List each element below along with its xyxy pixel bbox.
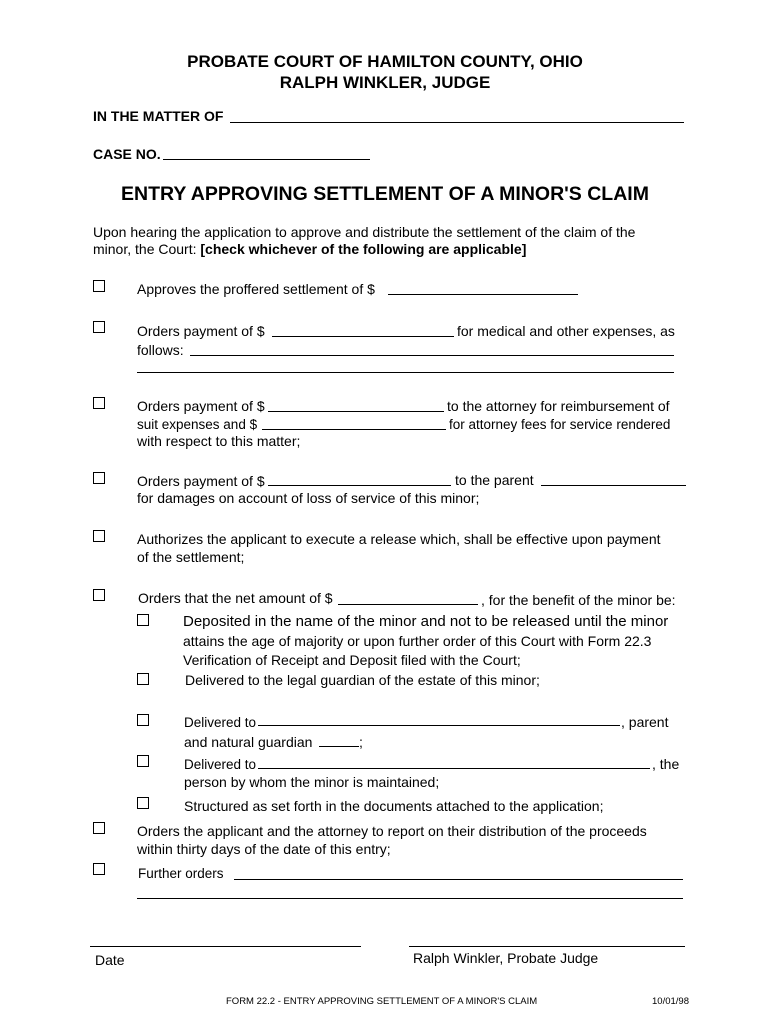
legal-guardian-checkbox[interactable] xyxy=(137,673,149,685)
judge-signature-label: Ralph Winkler, Probate Judge xyxy=(413,950,599,966)
further-orders-text: Further orders xyxy=(138,866,224,881)
net-amount-text: Orders that the net amount of $ xyxy=(138,590,333,606)
form-footer: FORM 22.2 - ENTRY APPROVING SETTLEMENT OF A MINOR'S CLAIM xyxy=(226,996,538,1007)
deposited-text-2: attains the age of majority or upon further order of this Court with Form 22.3 xyxy=(183,633,652,649)
attorney-payment-checkbox[interactable] xyxy=(93,397,105,409)
report-text-2: within thirty days of the date of this entry; xyxy=(137,841,391,857)
natural-guardian-semicolon: ; xyxy=(359,734,363,750)
settlement-amount-field[interactable] xyxy=(388,294,578,295)
maintained-text: person by whom the minor is maintained; xyxy=(184,774,440,790)
delivered-to-text-2: Delivered to xyxy=(184,757,257,772)
attorney-expense-amount-field[interactable] xyxy=(268,411,444,412)
natural-guardian-text: and natural guardian xyxy=(184,734,313,750)
date-signature-line[interactable] xyxy=(90,946,361,947)
attorney-payment-text: Orders payment of $ xyxy=(137,398,265,414)
suit-expenses-text: suit expenses and $ xyxy=(137,417,258,432)
approve-settlement-text: Approves the proffered settlement of $ xyxy=(137,281,375,297)
matter-field[interactable] xyxy=(230,122,684,123)
parent-suffix-text: , parent xyxy=(621,714,669,730)
medical-follows-text: follows: xyxy=(137,342,184,358)
judge-signature-line[interactable] xyxy=(409,946,685,947)
attorney-fee-amount-field[interactable] xyxy=(262,429,446,430)
deposited-text-3: Verification of Receipt and Deposit filed with the Court; xyxy=(183,652,521,668)
attorney-matter-text: with respect to this matter; xyxy=(137,433,301,449)
net-amount-checkbox[interactable] xyxy=(93,589,105,601)
revision-date: 10/01/98 xyxy=(652,996,689,1007)
parent-name-field[interactable] xyxy=(541,485,686,486)
delivered-maintainer-checkbox[interactable] xyxy=(137,755,149,767)
deposited-checkbox[interactable] xyxy=(137,614,149,626)
the-suffix-text: , the xyxy=(652,756,680,772)
intro-line-2: minor, the Court: [check whichever of the following are applicable] xyxy=(93,241,527,257)
release-text-1: Authorizes the applicant to execute a release which, shall be effective upon payment xyxy=(137,531,661,547)
judge-heading: RALPH WINKLER, JUDGE xyxy=(279,73,491,92)
delivered-to-text-1: Delivered to xyxy=(184,715,257,730)
benefit-of-minor-text: , for the benefit of the minor be: xyxy=(481,592,676,608)
report-checkbox[interactable] xyxy=(93,822,105,834)
report-text-1: Orders the applicant and the attorney to report on their distribution of the proceeds xyxy=(137,823,647,839)
deposited-text-1: Deposited in the name of the minor and not to be released until the minor xyxy=(183,613,669,630)
date-label: Date xyxy=(95,952,125,968)
intro-line-1: Upon hearing the application to approve and distribute the settlement of the claim of the xyxy=(93,224,636,240)
further-orders-checkbox[interactable] xyxy=(93,863,105,875)
parent-amount-field[interactable] xyxy=(268,485,451,486)
further-orders-field-2[interactable] xyxy=(137,898,683,899)
matter-label: IN THE MATTER OF xyxy=(93,108,224,124)
medical-payment-checkbox[interactable] xyxy=(93,321,105,333)
approve-settlement-checkbox[interactable] xyxy=(93,280,105,292)
medical-details-field-2[interactable] xyxy=(137,372,674,373)
case-number-label: CASE NO. xyxy=(93,146,161,162)
loss-of-service-text: for damages on account of loss of service of this minor; xyxy=(137,490,480,506)
delivered-parent-checkbox[interactable] xyxy=(137,714,149,726)
release-checkbox[interactable] xyxy=(93,530,105,542)
delivered-parent-name-field[interactable] xyxy=(258,725,620,726)
attorney-reimbursement-text: to the attorney for reimbursement of xyxy=(447,398,670,414)
delivered-maintainer-name-field[interactable] xyxy=(258,768,650,769)
case-number-field[interactable] xyxy=(163,159,370,160)
structured-checkbox[interactable] xyxy=(137,797,149,809)
release-text-2: of the settlement; xyxy=(137,549,245,565)
parent-text: to the parent xyxy=(455,472,534,488)
medical-details-field-1[interactable] xyxy=(190,355,674,356)
attorney-fees-text: for attorney fees for service rendered xyxy=(449,417,671,432)
court-heading: PROBATE COURT OF HAMILTON COUNTY, OHIO xyxy=(187,52,583,71)
structured-text: Structured as set forth in the documents attached to the application; xyxy=(184,798,604,814)
parent-payment-checkbox[interactable] xyxy=(93,472,105,484)
legal-guardian-text: Delivered to the legal guardian of the estate of this minor; xyxy=(185,672,540,688)
medical-amount-field[interactable] xyxy=(272,336,454,337)
document-title: ENTRY APPROVING SETTLEMENT OF A MINOR'S CLAIM xyxy=(121,183,649,205)
net-amount-field[interactable] xyxy=(338,604,478,605)
parent-payment-text: Orders payment of $ xyxy=(137,473,265,489)
medical-expenses-text: for medical and other expenses, as xyxy=(457,323,675,339)
medical-payment-text: Orders payment of $ xyxy=(137,323,265,339)
further-orders-field-1[interactable] xyxy=(234,879,683,880)
natural-guardian-field[interactable] xyxy=(319,746,359,747)
